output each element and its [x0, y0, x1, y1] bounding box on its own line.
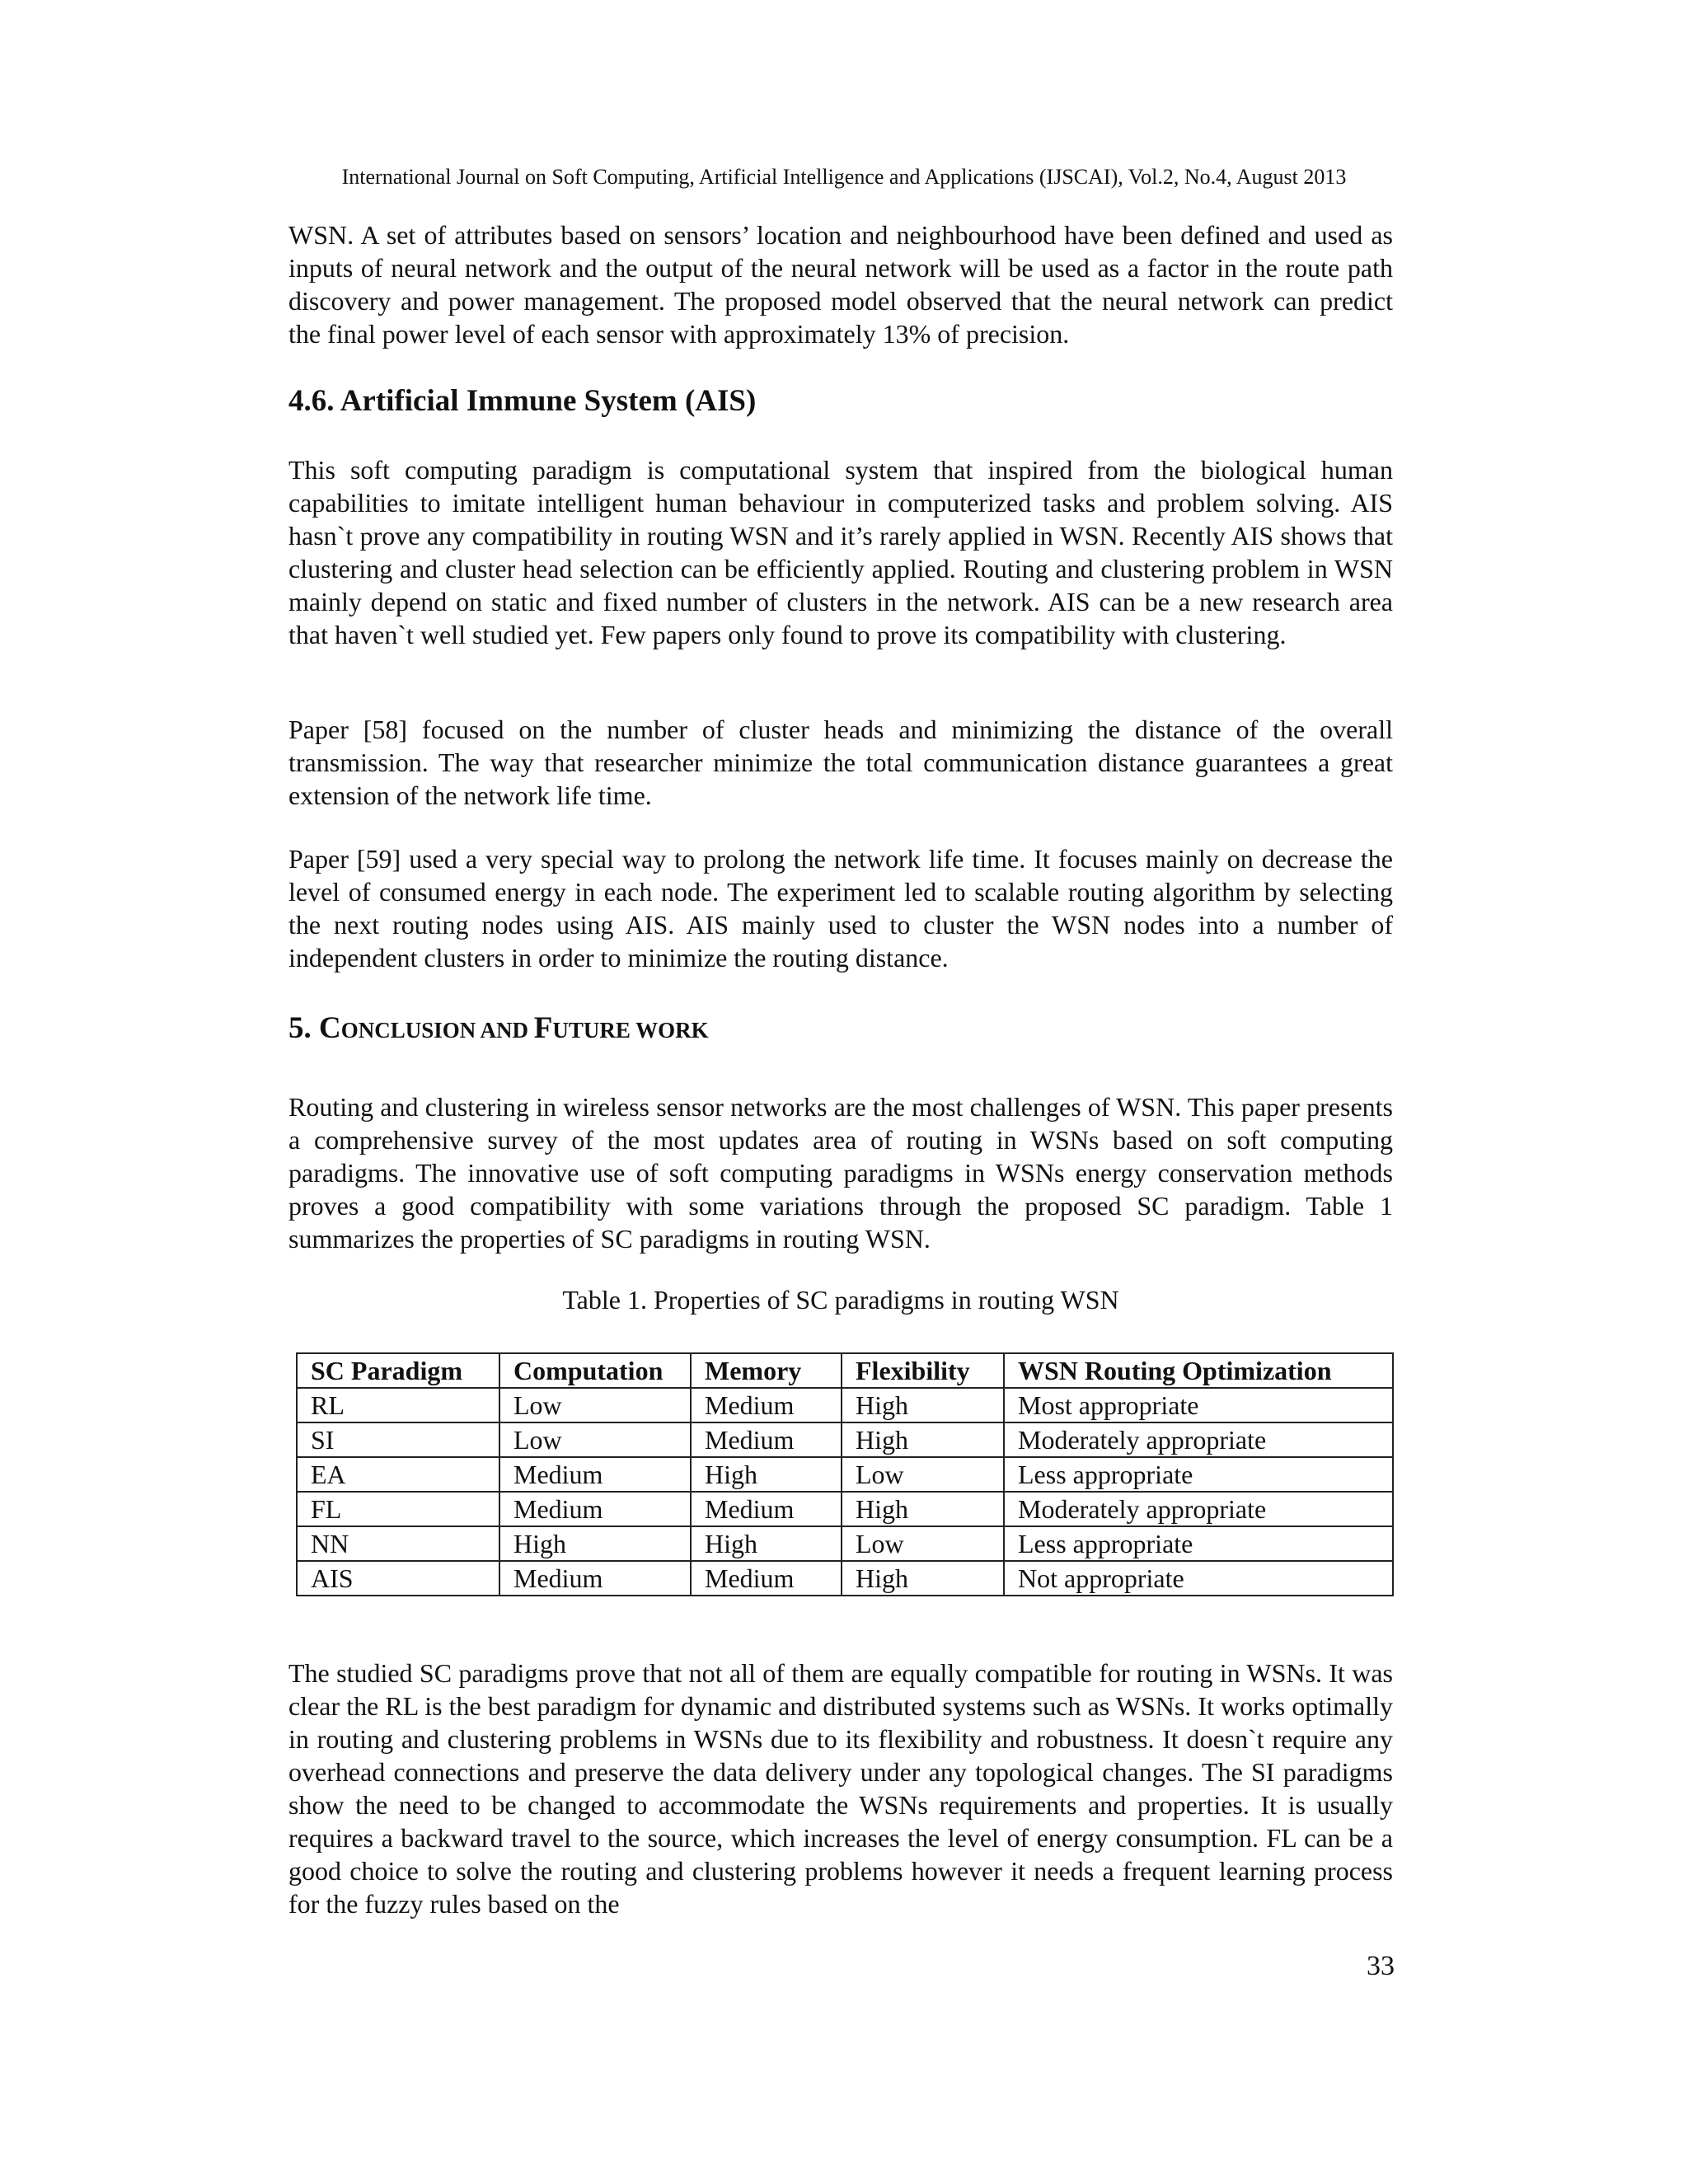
cell-paradigm: SI	[297, 1422, 499, 1457]
header-computation: Computation	[499, 1353, 691, 1388]
section-5-p1-block	[288, 1090, 1393, 1255]
cell-paradigm: FL	[297, 1492, 499, 1526]
paragraph-ais-intro: This soft computing paradigm is computational system that inspired from the biological human capabilities to imitate intelligent human behaviour in computerized tasks and problem solving. AIS hasn`t prove any compatibility in routing WSN and it’s rarely applied in WSN. Recently AIS shows that clustering and cluster head selection can be efficiently applied. Routing and clustering problem in WSN mainly depend on static and fixed number of clusters in the network. AIS can be a new research area that haven`t well studied yet. Few papers only found to prove its compatibility with clustering.	[288, 455, 1393, 649]
cell-memory: Medium	[691, 1561, 842, 1596]
cell-memory: Medium	[691, 1388, 842, 1422]
running-header: International Journal on Soft Computing, Artificial Intelligence and Applications (IJSCAI), Vol.2, No.4, August 2013	[341, 165, 1347, 189]
paragraph-conclusion: Routing and clustering in wireless sensor networks are the most challenges of WSN. This paper presents a comprehensive survey of the most updates area of routing in WSNs based on soft computing paradigms. The innovative use of soft computing paradigms in WSNs energy conservation methods proves a good compatibility with some variations through the proposed SC paradigm. Table 1 summarizes the properties of SC paradigms in routing WSN.	[288, 1092, 1393, 1254]
header-wsn-routing-optimization: WSN Routing Optimization	[1004, 1353, 1393, 1388]
cell-memory: High	[691, 1457, 842, 1492]
cell-optimization: Moderately appropriate	[1004, 1422, 1393, 1457]
table-row	[297, 1526, 1393, 1561]
cell-optimization: Moderately appropriate	[1004, 1492, 1393, 1526]
cell-computation: High	[499, 1526, 691, 1561]
paragraph-paper-58: Paper [58] focused on the number of cluster heads and minimizing the distance of the overall transmission. The way that researcher minimize the total communication distance guarantees a great extension of the network life time.	[288, 715, 1393, 810]
cell-memory: High	[691, 1526, 842, 1561]
table-row	[297, 1457, 1393, 1492]
cell-optimization: Not appropriate	[1004, 1561, 1393, 1596]
cell-flexibility: High	[842, 1492, 1004, 1526]
cell-optimization: Most appropriate	[1004, 1388, 1393, 1422]
table-header-row	[297, 1353, 1393, 1388]
section-heading-conclusion	[288, 1010, 1393, 1048]
heading-cap-c: C	[319, 1011, 341, 1045]
section-4-6-p2-block	[288, 713, 1393, 812]
table-row	[297, 1561, 1393, 1596]
cell-paradigm: EA	[297, 1457, 499, 1492]
cell-flexibility: High	[842, 1561, 1004, 1596]
cell-flexibility: Low	[842, 1457, 1004, 1492]
cell-computation: Low	[499, 1422, 691, 1457]
table-caption: Table 1. Properties of SC paradigms in routing WSN	[562, 1285, 1119, 1315]
cell-flexibility: High	[842, 1388, 1004, 1422]
cell-memory: Medium	[691, 1422, 842, 1457]
properties-table	[296, 1352, 1394, 1596]
cell-paradigm: RL	[297, 1388, 499, 1422]
cell-flexibility: Low	[842, 1526, 1004, 1561]
heading-small-caps-2: UTURE WORK	[552, 1018, 709, 1043]
section-4-6-p3-block	[288, 842, 1393, 974]
cell-optimization: Less appropriate	[1004, 1457, 1393, 1492]
cell-optimization: Less appropriate	[1004, 1526, 1393, 1561]
cell-computation: Medium	[499, 1492, 691, 1526]
heading-cap-f: F	[533, 1011, 553, 1045]
cell-computation: Medium	[499, 1561, 691, 1596]
table-row	[297, 1422, 1393, 1457]
closing-block	[288, 1657, 1393, 1920]
heading-small-caps-1: ONCLUSION AND	[340, 1018, 534, 1043]
cell-paradigm: NN	[297, 1526, 499, 1561]
paragraph-nn-continuation: WSN. A set of attributes based on sensors’ location and neighbourhood have been defined and used as inputs of neural network and the output of the neural network will be used as a factor in the route path discovery and power management. The proposed model observed that the neural network can predict the final power level of each sensor with approximately 13% of precision.	[288, 220, 1393, 349]
paragraph-paper-59: Paper [59] used a very special way to prolong the network life time. It focuses mainly on decrease the level of consumed energy in each node. The experiment led to scalable routing algorithm by selecting the next routing nodes using AIS. AIS mainly used to cluster the WSN nodes into a number of independent clusters in order to minimize the routing distance.	[288, 844, 1393, 972]
section-4-6-p1-block	[288, 453, 1393, 651]
cell-computation: Low	[499, 1388, 691, 1422]
page-number: 33	[1367, 1951, 1395, 1981]
cell-computation: Medium	[499, 1457, 691, 1492]
table-row	[297, 1388, 1393, 1422]
section-number: 5.	[288, 1011, 312, 1045]
cell-paradigm: AIS	[297, 1561, 499, 1596]
intro-block	[288, 218, 1393, 350]
cell-flexibility: High	[842, 1422, 1004, 1457]
section-5-heading-block	[288, 1010, 1393, 1048]
header-flexibility: Flexibility	[842, 1353, 1004, 1388]
table-row	[297, 1492, 1393, 1526]
cell-memory: Medium	[691, 1492, 842, 1526]
paragraph-studied-paradigms: The studied SC paradigms prove that not all of them are equally compatible for routing in WSNs. It was clear the RL is the best paradigm for dynamic and distributed systems such as WSNs. It works optimally in routing and clustering problems in WSNs due to its flexibility and robustness. It doesn`t require any overhead connections and preserve the data delivery under any topological changes. The SI paradigms show the need to be changed to accommodate the WSNs requirements and properties. It is usually requires a backward travel to the source, which increases the level of energy consumption. FL can be a good choice to solve the routing and clustering problems however it needs a frequent learning process for the fuzzy rules based on the	[288, 1658, 1393, 1919]
header-sc-paradigm: SC Paradigm	[297, 1353, 499, 1388]
header-memory: Memory	[691, 1353, 842, 1388]
section-heading-ais: 4.6. Artificial Immune System (AIS)	[288, 384, 757, 418]
section-4-6-heading-block	[288, 383, 1393, 419]
